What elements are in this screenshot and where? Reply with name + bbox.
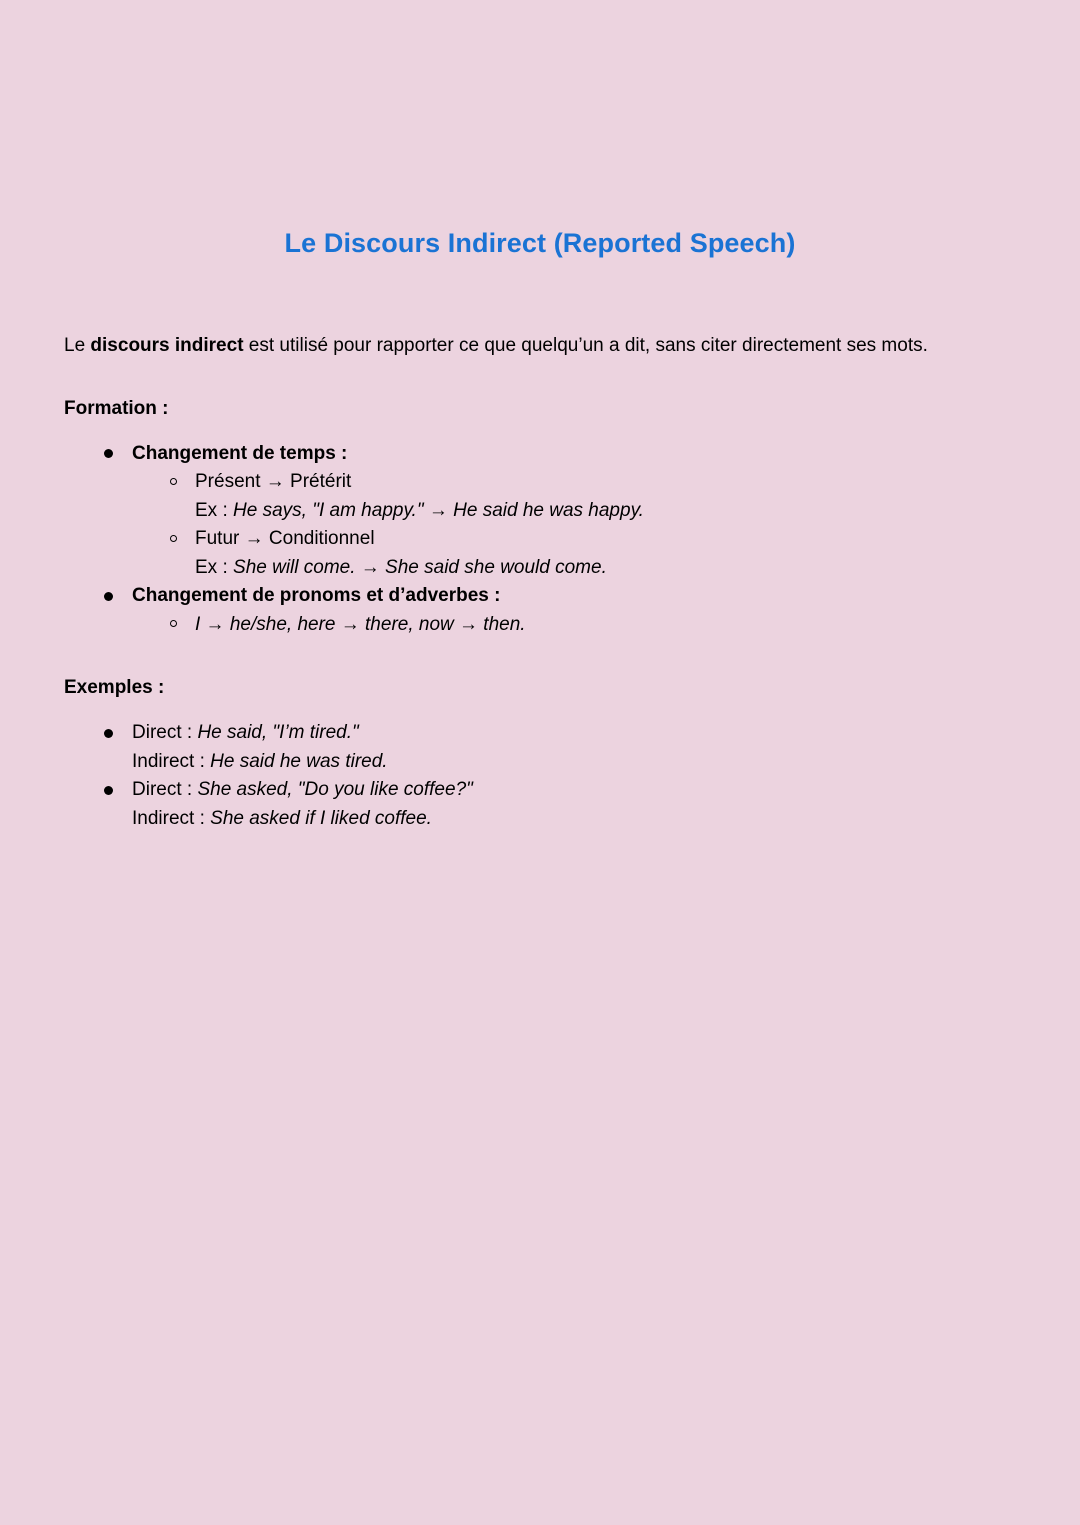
direct-line	[132, 776, 1016, 805]
example-text: He says, "I am happy." → He said he was happy.	[233, 499, 644, 521]
direct-label: Direct :	[132, 779, 198, 801]
indirect-text: She asked if I liked coffee.	[210, 807, 432, 829]
rule-text: Futur → Conditionnel	[195, 528, 375, 550]
page-title: Le Discours Indirect (Reported Speech)	[284, 228, 796, 258]
indirect-label: Indirect :	[132, 750, 211, 772]
direct-line	[132, 719, 1016, 748]
hollow-bullet-icon	[170, 620, 177, 627]
list-item	[64, 776, 1016, 833]
list-item-label: Changement de pronoms et d’adverbes :	[132, 585, 501, 607]
formation-list	[64, 420, 1016, 640]
direct-text: She asked, "Do you like coffee?"	[197, 779, 473, 801]
indirect-line	[132, 748, 1016, 777]
hollow-bullet-icon	[170, 535, 177, 542]
bullet-icon	[104, 729, 113, 738]
direct-label: Direct :	[132, 722, 198, 744]
indirect-line	[132, 805, 1016, 834]
pronoun-change-sublist	[132, 611, 1016, 640]
section-heading-exemples: Exemples :	[64, 677, 165, 699]
list-item	[132, 611, 1016, 640]
rule-text: Présent → Prétérit	[195, 471, 352, 493]
list-item-label: Changement de temps :	[132, 442, 348, 464]
direct-text: He said, "I’m tired."	[197, 722, 359, 744]
intro-text-bold: discours indirect	[90, 335, 244, 356]
example-text: She will come. → She said she would come.	[233, 556, 607, 578]
indirect-label: Indirect :	[132, 807, 211, 829]
example-prefix: Ex :	[195, 556, 234, 578]
intro-paragraph	[64, 259, 999, 360]
tense-change-sublist	[132, 468, 1016, 582]
section-heading-formation: Formation :	[64, 397, 169, 419]
example-prefix: Ex :	[195, 499, 234, 521]
list-item	[64, 719, 1016, 776]
list-item	[64, 440, 1016, 583]
list-item	[64, 582, 1016, 639]
example-line	[195, 497, 1016, 526]
hollow-bullet-icon	[170, 478, 177, 485]
examples-list	[64, 699, 1016, 833]
intro-text-after: est utilisé pour rapporter ce que quelqu’un a dit, sans citer directement ses mots.	[243, 335, 928, 356]
list-item	[132, 468, 1016, 525]
rule-text: I → he/she, here → there, now → then.	[195, 613, 526, 635]
example-line	[195, 554, 1016, 583]
list-item	[132, 525, 1016, 582]
bullet-icon	[104, 786, 113, 795]
bullet-icon	[104, 449, 113, 458]
intro-text-before: Le	[64, 335, 91, 356]
indirect-text: He said he was tired.	[210, 750, 388, 772]
bullet-icon	[104, 592, 113, 601]
